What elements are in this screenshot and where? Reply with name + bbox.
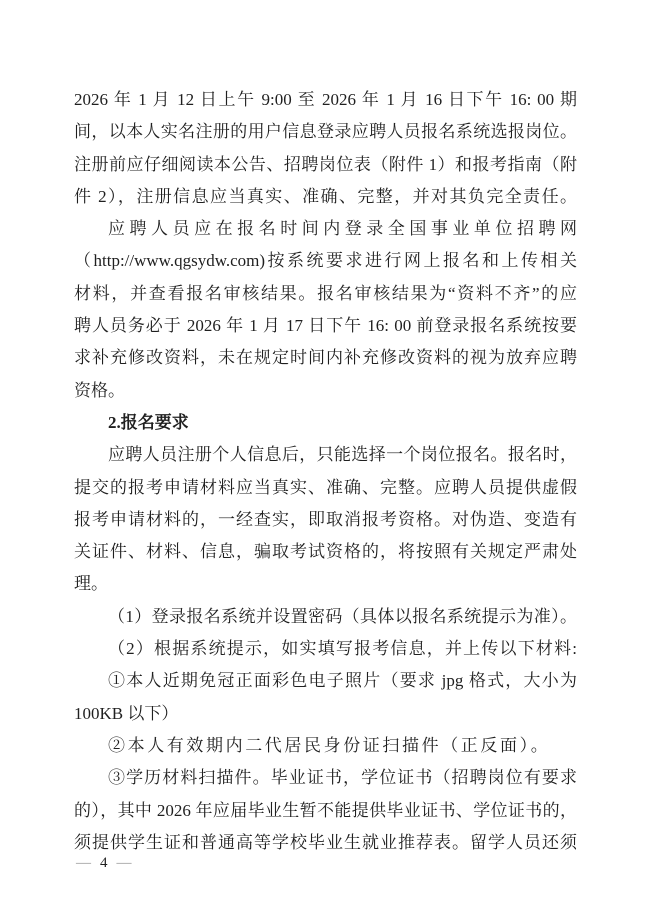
- page-footer: [76, 854, 132, 872]
- text-line: 求补充修改资料，未在规定时间内补充修改资料的视为放弃应聘: [74, 348, 577, 368]
- text-line: ①本人近期免冠正面彩色电子照片（要求 jpg 格式，大小为: [108, 671, 577, 691]
- text-line: 报考申请材料的，一经查实，即取消报考资格。对伪造、变造有: [74, 509, 577, 529]
- text-line: 注册前应仔细阅读本公告、招聘岗位表（附件 1）和报考指南（附: [74, 154, 577, 174]
- footer-dash-right: —: [116, 855, 132, 871]
- text-line: （2）根据系统提示，如实填写报考信息，并上传以下材料:: [108, 639, 577, 659]
- document-body: [74, 84, 577, 859]
- text-line: 应聘人员应在报名时间内登录全国事业单位招聘网: [108, 219, 577, 239]
- text-line: 理。: [74, 574, 108, 594]
- text-line: （http://www.qgsydw.com)按系统要求进行网上报名和上传相关: [74, 251, 577, 271]
- text-line: 的），其中 2026 年应届毕业生暂不能提供毕业证书、学位证书的，: [74, 800, 577, 820]
- text-line: 材料，并查看报名审核结果。报名审核结果为“资料不齐”的应: [74, 283, 577, 303]
- text-line: 关证件、材料、信息，骗取考试资格的，将按照有关规定严肃处: [74, 542, 577, 562]
- text-line: 资格。: [74, 380, 125, 400]
- text-line: 2026 年 1 月 12 日上午 9:00 至 2026 年 1 月 16 日下午 16: 00 期: [74, 90, 577, 109]
- text-line: ③学历材料扫描件。毕业证书，学位证书（招聘岗位有要求: [108, 768, 577, 788]
- text-line: （1）登录报名系统并设置密码（具体以报名系统提示为准）。: [108, 606, 577, 626]
- text-line: 应聘人员注册个人信息后，只能选择一个岗位报名。报名时，: [108, 445, 577, 465]
- text-line: 聘人员务必于 2026 年 1 月 17 日下午 16: 00 前登录报名系统按要: [74, 316, 577, 336]
- text-line: 须提供学生证和普通高等学校毕业生就业推荐表。留学人员还须: [74, 832, 577, 852]
- text-line: 100KB 以下）: [74, 703, 179, 723]
- text-line: 2.报名要求: [108, 412, 189, 432]
- text-line: 提交的报考申请材料应当真实、准确、完整。应聘人员提供虚假: [74, 477, 577, 497]
- text-line: ②本人有效期内二代居民身份证扫描件（正反面）。: [108, 735, 551, 755]
- page-number: 4: [100, 855, 108, 871]
- text-line: 间，以本人实名注册的用户信息登录应聘人员报名系统选报岗位。: [74, 122, 577, 142]
- text-line: 件 2），注册信息应当真实、准确、完整，并对其负完全责任。: [74, 186, 577, 206]
- footer-dash-left: —: [76, 855, 91, 871]
